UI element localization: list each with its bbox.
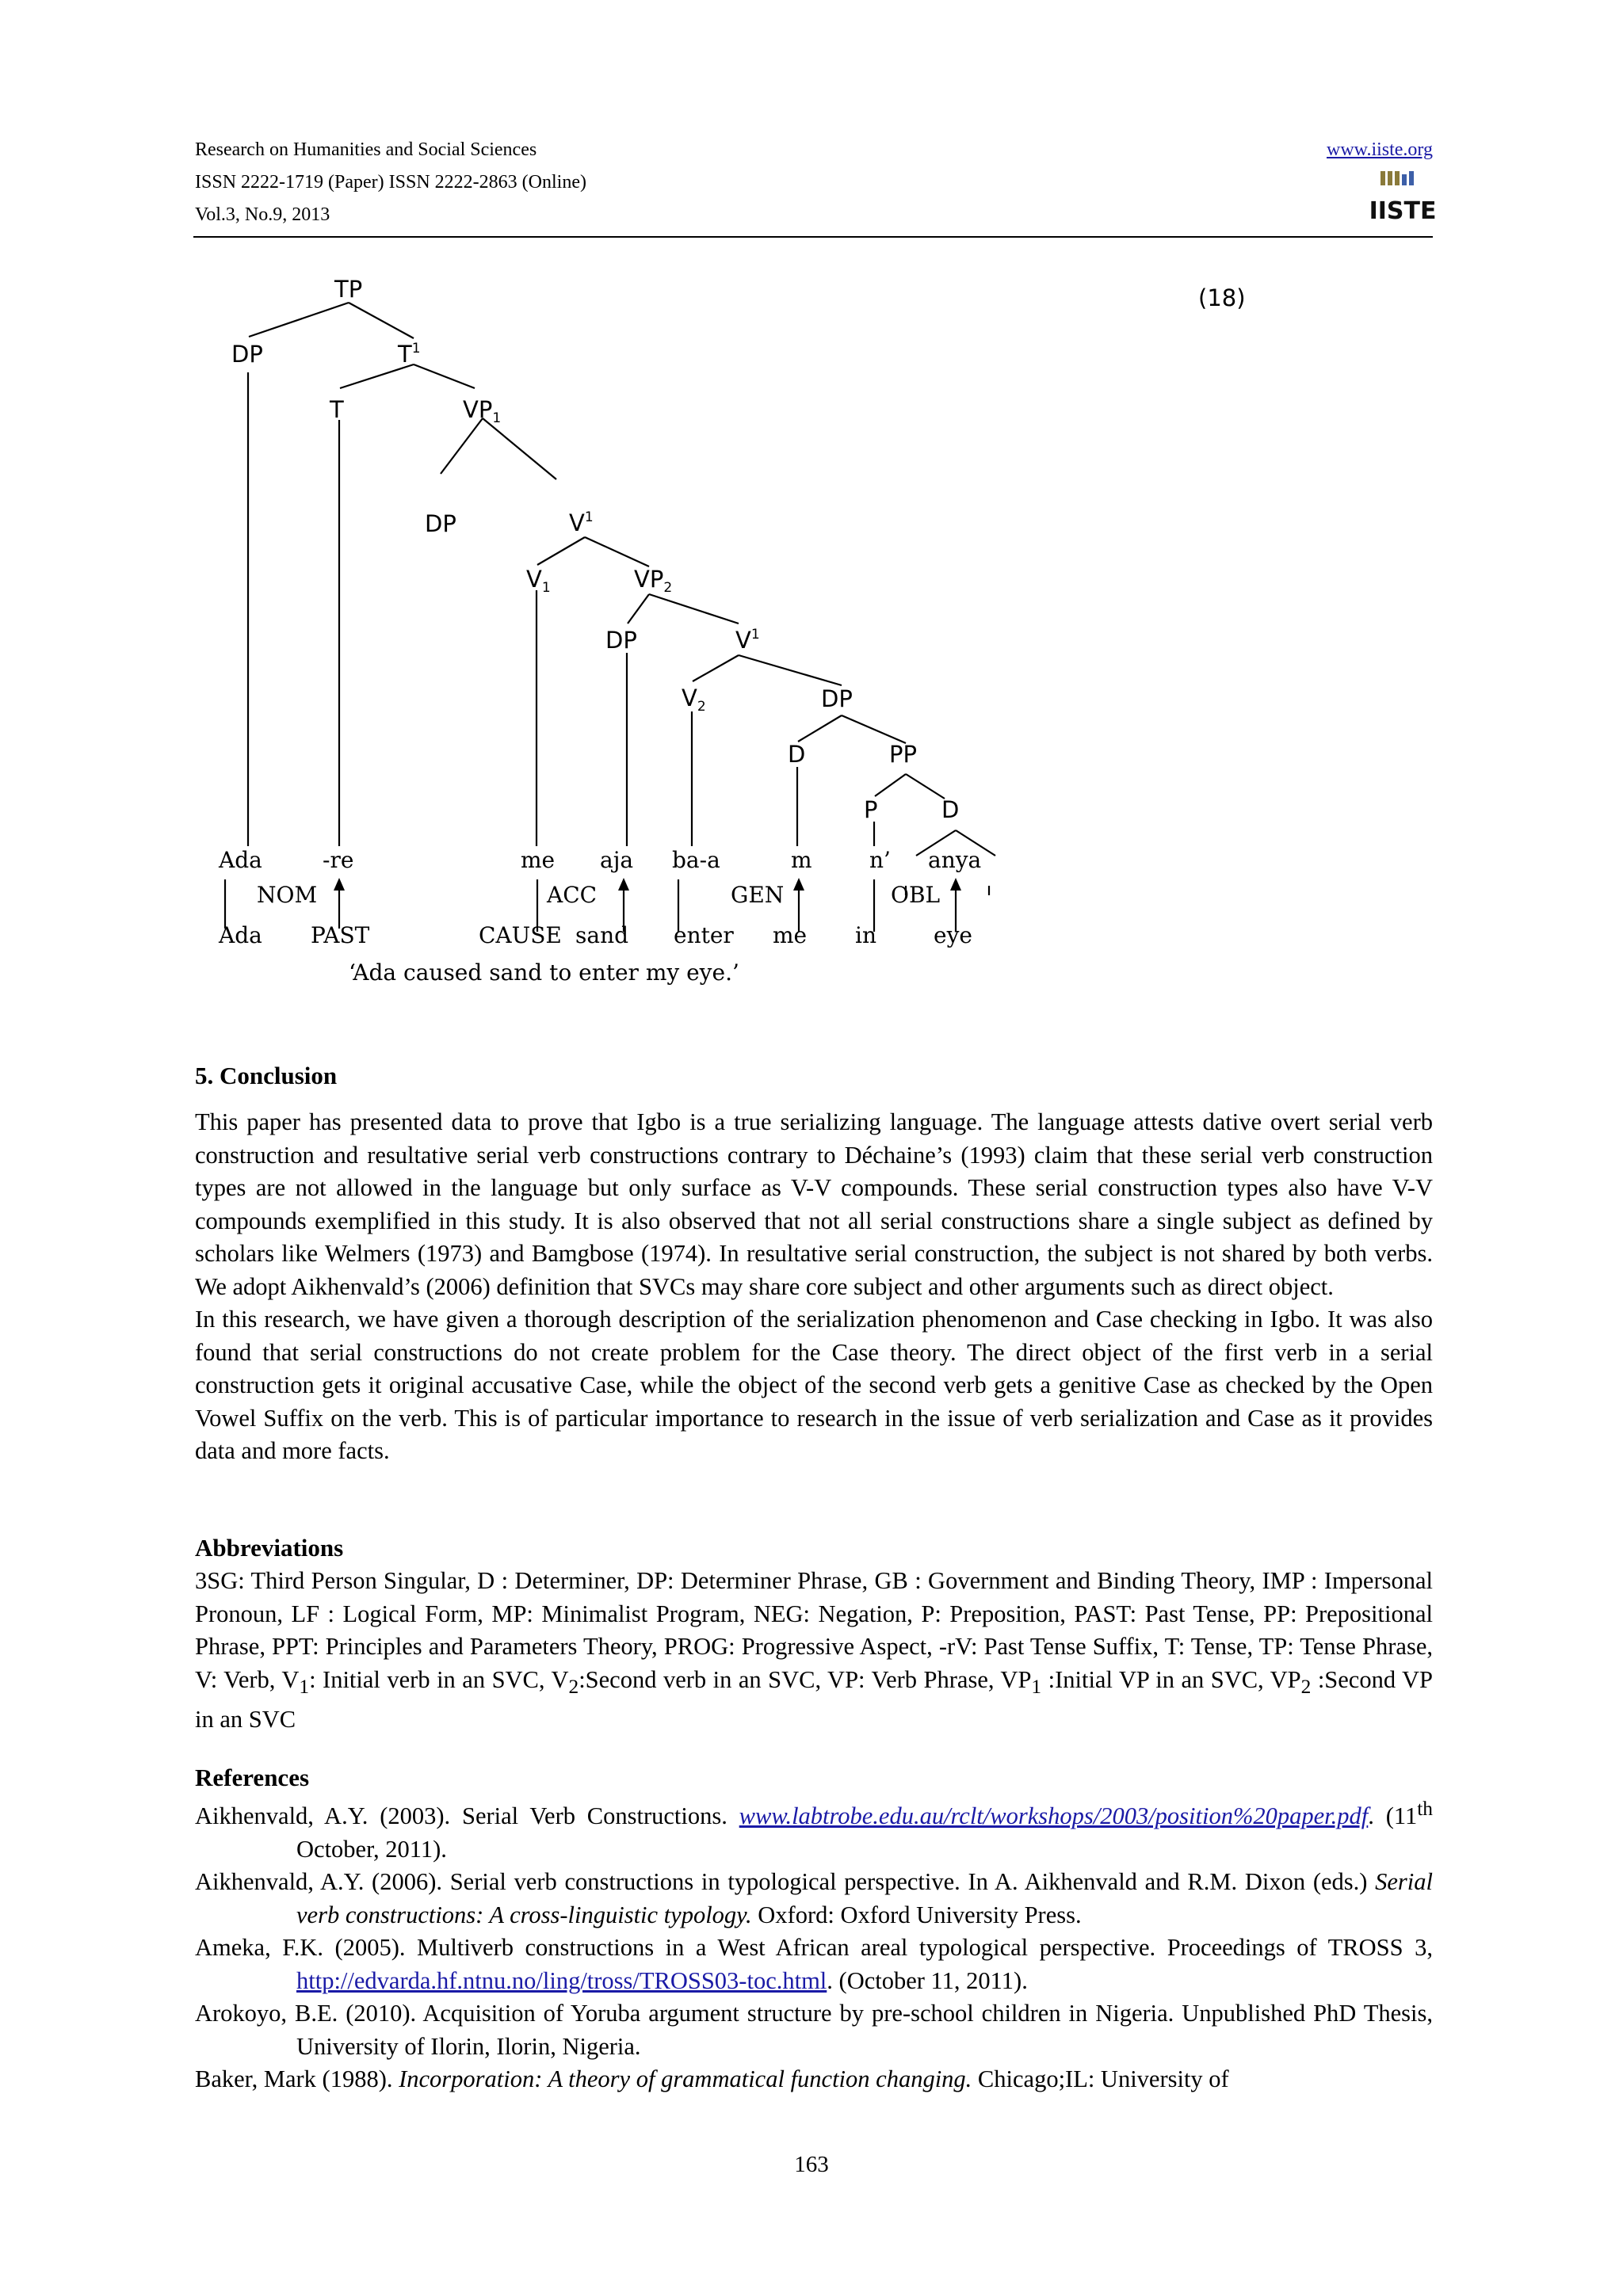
journal-website-link[interactable]: www.iiste.org [1327,139,1433,160]
node-vp1: $VP_1$ [463,396,502,426]
word-aja: aja [600,847,634,873]
node-t-bar: $T^1$ [398,341,421,368]
word-m: m [791,847,812,873]
tree-translation: ‘Ada caused sand to enter my eye.’ [349,959,739,986]
volume-line: Vol.3, No.9, 2013 [195,204,330,225]
node-vp2: $VP_2$ [634,566,673,596]
reference-baker-1988: Baker, Mark (1988). Incorporation: A theory of grammatical function changing. Chicago;IL: University of [195,2065,1229,2093]
gloss-in: in [855,922,876,948]
word-ba-a: ba-a [672,847,720,873]
example-number: (18) [1198,284,1246,311]
reference-link-tross[interactable]: http://edvarda.hf.ntnu.no/ling/tross/TROSS03-toc.html [296,1966,827,1994]
node-dp-object: DP [425,510,456,537]
iiste-logo [1369,170,1437,227]
gloss-enter: enter [674,922,734,948]
page-number: 163 [794,2152,829,2177]
node-p: P [864,796,878,823]
abbreviations-body: 3SG: Third Person Singular, D : Determiner, DP: Determiner Phrase, GB : Government and Binding Theory, IMP : Impersonal Pronoun, LF : Logical Form, MP: Minimalist Program, NEG: Negation, P: Preposition, PAST: Past Tense, PP: Prepositional Phrase, PPT: Principles and Parameters Theory, PROG: Progressive Aspect, -rV: Past Tense Suffix, T: Tense, TP: Tense Phrase, V: Verb, $V_1$: Initial verb in an SVC, $V_2:Second$ verb in an SVC, VP: Verb Phrase, $VP_1$ :Initial VP in an SVC, $VP_2$ :Second VP in an SVC [195,1567,1434,1733]
gloss-me: me [773,922,808,948]
node-dp2: DP [605,627,637,654]
case-nom: NOM [257,882,318,908]
gloss-ada: Ada [219,922,262,948]
node-v2: $V_2$ [682,685,706,715]
case-obl: OBL [891,882,941,908]
word-anya: anya [928,847,982,873]
case-gen: GEN [731,882,785,908]
case-acc: ACC [547,882,598,908]
node-v-bar1: $V^1$ [569,509,594,536]
reference-arokoyo-2010: Arokoyo, B.E. (2010). Acquisition of Yoruba argument structure by pre-school children in Nigeria. Unpublished PhD Thesis, University of Ilorin, Ilorin, Nigeria. [195,2000,1433,2060]
node-tp: TP [334,276,363,303]
node-v-bar2: $V^1$ [735,627,760,654]
issn-line: ISSN 2222-1719 (Paper) ISSN 2222-2863 (Online) [195,172,586,193]
node-v1: $V_1$ [526,566,551,596]
word-me: me [521,847,556,873]
reference-link-aikhenvald[interactable]: www.labtrobe.edu.au/rclt/workshops/2003/position%20paper.pdf [739,1802,1369,1830]
logo-lettering: IISTE [1369,197,1437,225]
node-pp: PP [889,741,917,768]
conclusion-paragraph-2: In this research, we have given a thorough description of the serialization phenomenon and Case checking in Igbo. It was also found that serial constructions do not create problem for the Case theory. The direct object of the first verb in a serial construction gets it original accusative Case, while the object of the second verb gets a genitive Case as checked by the Open Vowel Suffix on the verb. This is of particular importance to research in the issue of verb serialization and Case as it provides data and more facts. [195,1306,1433,1464]
case-arrowheads [334,878,961,891]
abbreviations-heading: Abbreviations [195,1534,344,1562]
journal-title: Research on Humanities and Social Sciences [195,139,537,160]
conclusion-body [195,1106,1433,1468]
conclusion-heading: 5. Conclusion [195,1062,338,1089]
conclusion-paragraph-1: This paper has presented data to prove that Igbo is a true serializing language. The language attests dative overt serial verb construction and resultative serial verb constructions contrary to Déchaine’s (1993) claim that these serial verb construction types are not allowed in the language but only surface as V-V compounds. These serial construction types also have V-V compounds exemplified in this study. It is also observed that not all serial constructions share a single subject as defined by scholars like Welmers (1973) and Bamgbose (1974). In resultative serial construction, the subject is not shared by both verbs. We adopt Aikhenvald’s (2006) definition that SVCs may share core subject and other arguments such as direct object. [195,1108,1433,1300]
node-dp3: DP [821,685,853,712]
gloss-past: PAST [311,922,370,948]
word-n: n’ [869,847,891,873]
word-ada: Ada [219,847,262,873]
reference-aikhenvald-2006: Aikhenvald, A.Y. (2006). Serial verb constructions in typological perspective. In A. Aikhenvald and R.M. Dixon (eds.) Serial verb constructions: A cross-linguistic typology. Oxford: Oxford University Press. [195,1868,1433,1928]
node-d2: D [941,796,960,823]
gloss-eye: eye [934,922,972,948]
node-dp-subject: DP [231,341,263,368]
node-t: T [330,396,344,423]
references-heading: References [195,1764,310,1791]
reference-ameka-2005: Ameka, F.K. (2005). Multiverb constructions in a West African areal typological perspective. Proceedings of TROSS 3, http://edvarda.hf.ntnu.no/ling/tross/TROSS03-toc.html. (October 11, 2011). [195,1934,1433,1994]
reference-aikhenvald-2003: Aikhenvald, A.Y. (2003). Serial Verb Constructions. www.labtrobe.edu.au/rclt/workshops/2003/position%20paper.pdf. (11th October, 2011). [195,1798,1433,1863]
node-d: D [788,741,806,768]
gloss-sand: sand [575,922,629,948]
word-re: -re [323,847,354,873]
syntax-tree-figure [193,269,1450,998]
references-list [195,1793,1433,2096]
header-rule [193,236,1433,238]
gloss-cause: CAUSE [479,922,562,948]
